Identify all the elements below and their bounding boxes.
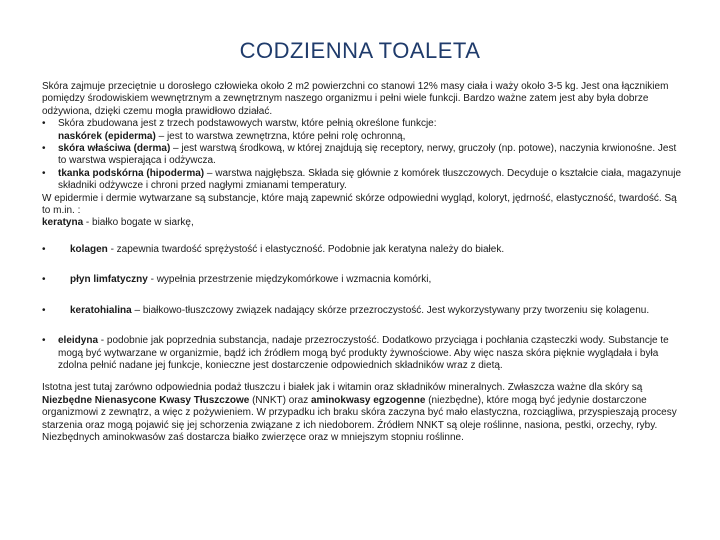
bullet-icon: • [42,274,46,286]
lymph-text: - wypełnia przestrzenie międzykomórkowe i wzmacnia komórki, [147,274,432,286]
keratin-line [42,217,682,229]
closing-text-2: (NNKT) oraz [249,394,311,406]
intro-paragraph: Skóra zajmuje przeciętnie u dorosłego człowieka około 2 m2 powierzchni co stanowi 12% masy ciała i waży około 3-5 kg. Jest ona łącznikiem pomiędzy środowiskiem wewnętrznym a zewnętrznym naszego organizmu i pełni wiele funkcji. Bardzo ważne zatem jest aby była dobrze odżywiona, dzięki czemu mogła prawidłowo działać. [42,81,669,117]
lymph-term: płyn limfatyczny [70,274,148,286]
page-title: CODZIENNA TOALETA [239,38,481,63]
content-body [42,81,682,444]
list-item-hypodermis [42,168,682,193]
layers-intro-text: Skóra zbudowana jest z trzech podstawowych warstw, które pełnią określone funkcje: [58,118,437,130]
list-item-dermis [42,143,682,168]
collagen-term: kolagen [70,243,108,255]
list-item-eleidin [42,335,682,372]
hypodermis-text: – warstwa najgłębsza. Składa się głównie z komórek tłuszczowych. Decyduje o kształcie ciała, magazynuje składniki odżywcze i chroni przed nagłymi zmianami temperatury. [58,167,682,192]
keratin-text: - białko bogate w siarkę, [83,217,194,229]
keratin-term: keratyna [42,217,84,229]
keratohyalin-text: – białkowo-tłuszczowy związek nadający skórze przezroczystość. Jest wykorzystywany przy tworzeniu się kolagenu. [131,304,650,316]
dermis-text: – jest warstwą środkową, w której znajdują się receptory, nerwy, gruczoły (np. potowe), naczynia krwionośne. Jest to warstwa wspierająca i odżywcza. [58,143,677,167]
epidermis-term: naskórek (epiderma) [58,130,156,142]
bullet-icon: • [42,167,46,179]
hypodermis-term: tkanka podskórna (hipoderma) [58,167,205,179]
list-item-lymph [42,274,682,286]
list-item-collagen [42,244,682,256]
epidermis-text: – jest to warstwa zewnętrzna, które pełni rolę ochronną, [155,130,406,142]
bullet-icon: • [42,118,46,130]
eleidin-term: eleidyna [58,335,99,347]
amino-term: aminokwasy egzogenne [310,394,426,406]
dermis-term: skóra właściwa (derma) [58,143,171,155]
closing-text-1: Istotna jest tutaj zarówno odpowiednia podaż tłuszczu i białek jak i witamin oraz składników mineralnych. Zwłaszcza ważne dla skóry są [42,382,643,394]
bullet-icon: • [42,243,46,255]
eleidin-text: - podobnie jak poprzednia substancja, nadaje przezroczystość. Dodatkowo przyciąga i pochłania cząsteczki wody. Substancje te mogą być wytwarzane w organizmie, bądź ich źródłem mogą być produkty żywnościowe. Aby więc nasza skóra pięknie wyglądała i była zdolna pełnić nadane jej funkcje, konieczne jest dostarczenie odpowiednich składników wraz z dietą. [58,335,669,371]
bullet-icon: • [42,143,46,155]
closing-paragraph [42,382,682,444]
closing-text-3: (niezbędne), które mogą być jedynie dostarczone organizmowi z zewnątrz, a więc z pożywieniem. W przypadku ich braku skóra zaczyna być mało elastyczna, rozciągliwa, przyspieszają procesy starzenia oraz mogą pojawić się jej schorzenia związane z ich niedoborem. Źródłem NNKT są oleje roślinne, nasiona, pestki, orzechy, ryby. Niezbędnych aminokwasów zaś dostarcza białko zwierzęce oraz w mniejszym stopniu roślinne. [42,394,677,443]
collagen-text: - zapewnia twardość sprężystość i elastyczność. Podobnie jak keratyna należy do białek. [107,243,505,255]
efa-term: Niezbędne Nienasycone Kwasy Tłuszczowe [42,394,250,406]
list-item-layers [42,118,682,143]
keratohyalin-term: keratohialina [70,304,132,316]
list-item-keratohyalin [42,305,682,317]
substances-intro: W epidermie i dermie wytwarzane są substancje, które mają zapewnić skórze odpowiedni wygląd, koloryt, jędrność, elastyczność, twardość. Są to m.in. : [42,192,677,217]
bullet-icon: • [42,335,46,347]
bullet-icon: • [42,304,46,316]
